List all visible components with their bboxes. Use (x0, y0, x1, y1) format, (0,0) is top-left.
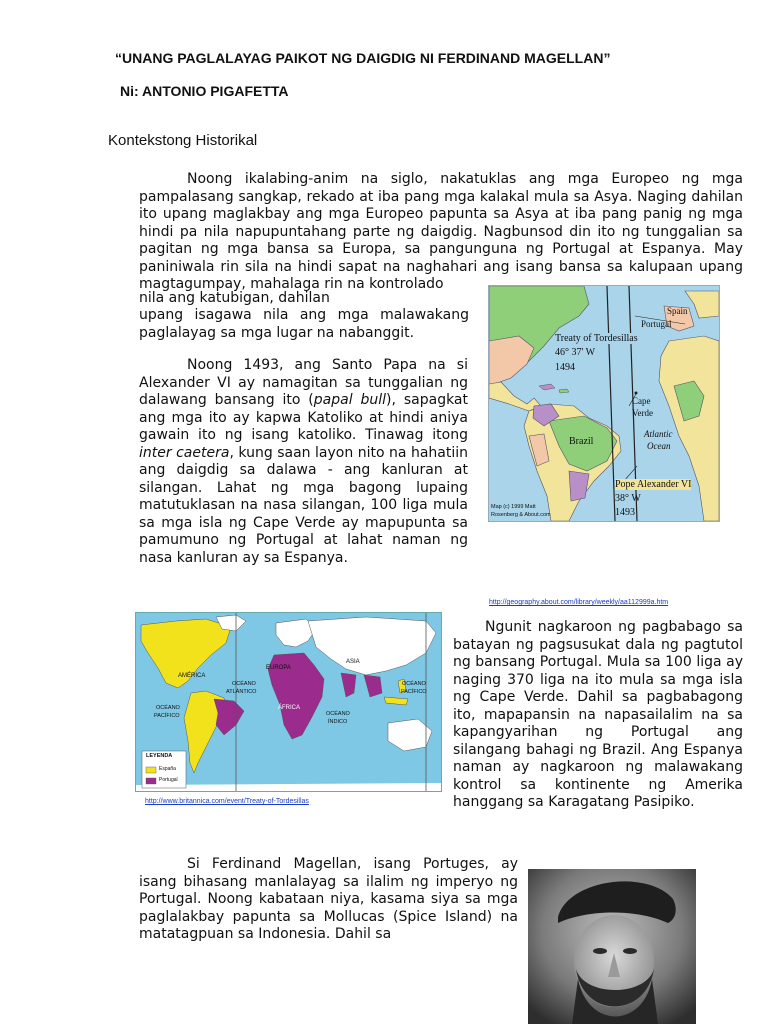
map2-label-pacific-e2: PACÍFICO (401, 689, 427, 695)
map-label-atlantic: Atlantic (644, 429, 673, 439)
paragraph-1: Noong ikalabing-anim na siglo, nakatuklas ang mga Europeo ng mga pampalasang sangkap, rekado at iba pang mga kalakal mula sa Asya. Naging dahilan ito upang maglakbay ang mga Europeo papunta sa Asya at iba pang panig ng mga hindi pa nila napupuntahang parte ng daigdig. Nagbunsod din ito ng tunggalian sa pagitan ng mga bansa sa Europa, sa pangunguna ng Portugal at Espanya. May paniniwala rin sila na hindi sapat na naghahari ang isang bansa sa kalupaan upang magtagumpay, mahalaga rin na kontrolado (139, 171, 743, 292)
map-label-coord-38: 38° W (615, 493, 641, 504)
portrait-graphic (528, 869, 696, 1024)
map2-label-atlantic-2: ATLÁNTICO (226, 689, 257, 695)
map2-label-europa: EUROPA (266, 665, 291, 671)
map-label-coord-46: 46° 37' W (555, 347, 596, 358)
map2-label-pacific-e1: OCÉANO (402, 681, 426, 687)
world-map-graphic (136, 613, 441, 791)
document-title: “UNANG PAGLALAYAG PAIKOT NG DAIGDIG NI FERDINAND MAGELLAN” (115, 50, 611, 66)
map2-label-pacific-w1: OCÉANO (156, 705, 180, 711)
tordesillas-map-figure (488, 285, 720, 522)
section-heading: Kontekstong Historikal (108, 132, 258, 149)
map-label-spain: Spain (667, 306, 688, 316)
paragraph-2: Noong 1493, ang Santo Papa na si Alexander VI ay namagitan sa tunggalian ng dalawang bansang ito (papal bull), sapagkat ang mga ito ay kapwa Katoliko at hindi aniya gawain ito ng isang katoliko. Tinawag itong inter caetera, kung saan layon nito na hahatiin ang daigdig sa dalawa - ang kanluran at silangan. Lahat ng mga bagong lupaing matutuklasan na nasa silangan, 100 liga mula sa mga isla ng Cape Verde ay mapupunta sa pamumuno ng Portugal at lahat naman ng nasa kanluran ay sa Espanya. (139, 357, 469, 566)
map-credit-1: Map (c) 1999 Matt (491, 504, 536, 510)
magellan-portrait (528, 869, 696, 1024)
map2-legend-portugal: Portugal (159, 777, 178, 783)
map2-label-america: AMÉRICA (178, 673, 206, 679)
paragraph-4: Si Ferdinand Magellan, isang Portuges, ay isang bihasang manlalayag sa ilalim ng imperyo ng Portugal. Noong kabataan niya, kasama siya sa mga paglalakbay papunta sa Mollucas (Spice Island) na matatagpuan sa Indonesia. Dahil sa (139, 856, 518, 942)
map2-label-africa: ÁFRICA (278, 705, 301, 711)
map2-label-atlantic-1: OCÉANO (232, 681, 256, 687)
paragraph-3: Ngunit nagkaroon ng pagbabago sa batayan ng pagsusukat dala ng pagtutol ng bansang Portugal. Mula sa 100 liga ay naging 370 liga na ito mula sa mga isla ng Cape Verde. Dahil sa pagbabagong ito, mapapansin na napasailalim na sa kapangyarihan ng Portugal ang silangang bahagi ng Brazil. Ang Espanya naman ay nagkaroon ng malawakang kontrol sa kontinente ng Amerika hanggang sa Karagatang Pasipiko. (453, 619, 743, 810)
paragraph-1-continuation: nila ang katubigan, dahilan (139, 290, 330, 306)
map-label-year-1494: 1494 (555, 362, 575, 373)
map2-legend-title: LEYENDA (146, 753, 173, 759)
map-label-cape: Cape (632, 396, 651, 406)
map2-source-link[interactable]: http://www.britannica.com/event/Treaty-of-Tordesillas (145, 798, 309, 805)
map-label-pope: Pope Alexander VI (615, 479, 692, 490)
map-label-year-1493: 1493 (615, 507, 635, 518)
map-label-ocean: Ocean (647, 441, 671, 451)
world-map-figure (135, 612, 442, 792)
map2-label-pacific-w2: PACÍFICO (154, 713, 180, 719)
map-label-verde: Verde (632, 408, 653, 418)
map-label-brazil: Brazil (569, 436, 594, 447)
map-label-treaty: Treaty of Tordesillas (555, 333, 638, 344)
map-label-portugal: Portugal (641, 319, 672, 329)
map2-label-asia: ASIA (346, 659, 360, 665)
paragraph-1-end: upang isagawa nila ang mga malawakang paglalayag sa mga lugar na nabanggit. (139, 307, 469, 341)
map-credit-2: Rosenberg & About.com (491, 512, 551, 518)
map2-label-indian-1: OCÉANO (326, 711, 350, 717)
map2-label-indian-2: ÍNDICO (328, 719, 348, 725)
map1-source-link[interactable]: http://geography.about.com/library/weekly/aa112999a.htm (489, 599, 669, 606)
document-author: Ni: ANTONIO PIGAFETTA (120, 83, 289, 99)
map2-legend-spain: España (159, 766, 176, 772)
